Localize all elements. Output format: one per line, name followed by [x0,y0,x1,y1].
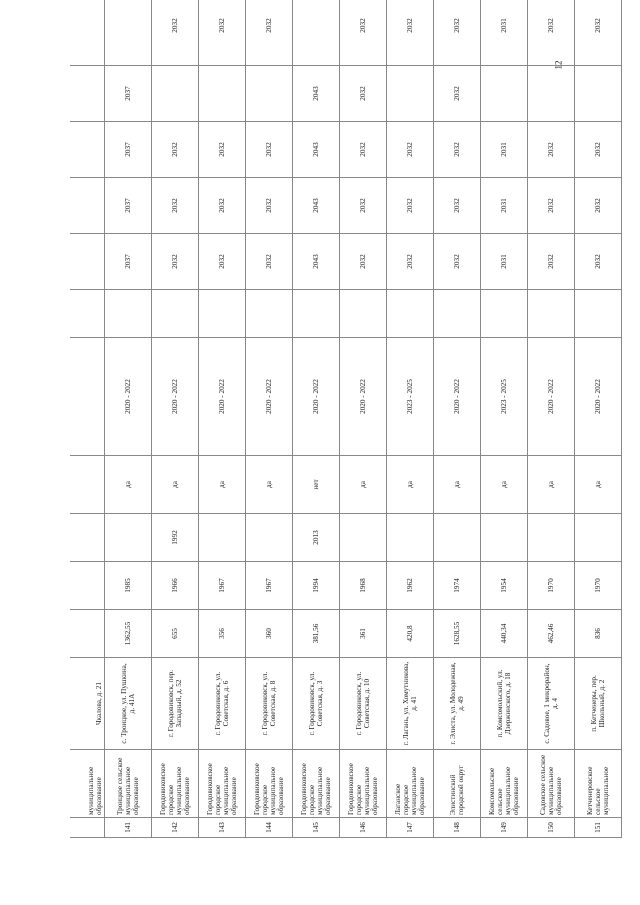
cell-municipality: Комсомольское сельское муниципальное образование [481,750,528,818]
cell-year-5 [105,0,152,66]
cell-area: 420,8 [387,610,434,658]
cell-address: г. Городовиковск, ул. Советская, д. 3 [293,658,340,750]
cell-year-1: 2032 [387,234,434,290]
cell-period: 2020 - 2022 [575,338,622,456]
cell-year-1: 2032 [434,234,481,290]
cell-year-renov: 1992 [152,514,199,562]
cell-year-2: 2032 [528,178,575,234]
cell-year-4: 2037 [105,66,152,122]
cell-no [70,818,105,838]
cell-municipality: Городовиковское городское муниципальное образование [152,750,199,818]
cell-year-3: 2037 [105,122,152,178]
cell-year-3: 2031 [481,122,528,178]
cell-municipality: Городовиковское городское муниципальное образование [246,750,293,818]
cell-year-2: 2032 [575,178,622,234]
cell-year-3: 2032 [434,122,481,178]
cell-flag: да [340,456,387,514]
cell-no: 146 [340,818,387,838]
cell-year-4 [481,66,528,122]
cell-year-4: 2043 [293,66,340,122]
cell-period: 2020 - 2022 [199,338,246,456]
cell-area: 381,56 [293,610,340,658]
cell-year-renov [434,514,481,562]
cell-municipality: Элистинский городской округ [434,750,481,818]
cell-extra [70,290,105,338]
cell-year-3: 2032 [387,122,434,178]
cell-year-1: 2037 [105,234,152,290]
cell-address: п. Кетченеры, пер. Школьный, д. 2 [575,658,622,750]
cell-year-3: 2032 [340,122,387,178]
cell-year-renov [70,514,105,562]
cell-year-renov [575,514,622,562]
cell-municipality: Городовиковское городское муниципальное образование [293,750,340,818]
cell-year-5: 2032 [387,0,434,66]
cell-extra [387,290,434,338]
cell-municipality: Садовское сельское муниципальное образование [528,750,575,818]
cell-period: 2020 - 2022 [105,338,152,456]
cell-extra [528,290,575,338]
cell-no: 149 [481,818,528,838]
cell-address: с. Троицкое, ул. Пушкина, д. 41А [105,658,152,750]
rotated-table-container [70,18,611,838]
cell-period: 2020 - 2022 [528,338,575,456]
cell-year-built: 1974 [434,562,481,610]
cell-year-3: 2032 [575,122,622,178]
cell-address: п. Комсомольский, ул. Дзержинского, д. 18 [481,658,528,750]
cell-year-built: 1967 [199,562,246,610]
cell-area: 356 [199,610,246,658]
cell-year-5: 2032 [152,0,199,66]
cell-year-4 [152,66,199,122]
cell-year-built: 1962 [387,562,434,610]
table-row [575,0,622,838]
cell-extra [293,290,340,338]
cell-year-renov [199,514,246,562]
cell-flag [70,456,105,514]
cell-year-4 [70,66,105,122]
cell-year-4 [387,66,434,122]
cell-year-built: 1967 [246,562,293,610]
cell-year-built: 1966 [152,562,199,610]
cell-year-5 [293,0,340,66]
cell-area: 360 [246,610,293,658]
cell-year-2: 2032 [199,178,246,234]
cell-no: 145 [293,818,340,838]
cell-flag: нет [293,456,340,514]
cell-flag: да [105,456,152,514]
cell-area: 655 [152,610,199,658]
cell-municipality: муниципальное образование [70,750,105,818]
cell-year-3: 2032 [528,122,575,178]
cell-year-3: 2032 [152,122,199,178]
cell-extra [152,290,199,338]
cell-area [70,610,105,658]
cell-period: 2020 - 2022 [340,338,387,456]
cell-year-built: 1985 [105,562,152,610]
cell-period: 2020 - 2022 [246,338,293,456]
cell-year-4 [199,66,246,122]
cell-no: 147 [387,818,434,838]
cell-period: 2023 - 2025 [481,338,528,456]
cell-year-4: 2032 [340,66,387,122]
cell-area: 440,34 [481,610,528,658]
cell-address: г. Городовиковск, ул. Советская, д. 10 [340,658,387,750]
cell-no: 151 [575,818,622,838]
cell-year-built: 1970 [528,562,575,610]
cell-year-2: 2032 [246,178,293,234]
cell-year-1: 2032 [340,234,387,290]
cell-year-5: 2032 [199,0,246,66]
cell-address: Чкалова, д. 21 [70,658,105,750]
table-row [246,0,293,838]
cell-year-3 [70,122,105,178]
cell-year-2: 2032 [434,178,481,234]
cell-year-5: 2032 [528,0,575,66]
page-number: 12 [553,60,564,70]
cell-period: 2020 - 2022 [152,338,199,456]
cell-year-5: 2032 [434,0,481,66]
cell-extra [575,290,622,338]
cell-period: 2020 - 2022 [434,338,481,456]
cell-flag: да [199,456,246,514]
cell-extra [246,290,293,338]
cell-year-renov [340,514,387,562]
cell-year-1: 2032 [528,234,575,290]
cell-year-built: 1954 [481,562,528,610]
cell-year-2: 2032 [152,178,199,234]
cell-address: г. Городовиковск, ул. Советская, д. 8 [246,658,293,750]
cell-year-built: 1970 [575,562,622,610]
cell-address: г. Городовиковск, ул. Советская, д. 6 [199,658,246,750]
cell-period: 2023 - 2025 [387,338,434,456]
cell-year-built: 1968 [340,562,387,610]
cell-year-2: 2032 [340,178,387,234]
cell-municipality: Городовиковское городское муниципальное образование [199,750,246,818]
cell-year-1: 2043 [293,234,340,290]
cell-year-renov [105,514,152,562]
cell-area: 462,46 [528,610,575,658]
cell-flag: да [434,456,481,514]
cell-no: 148 [434,818,481,838]
cell-area: 1362,55 [105,610,152,658]
cell-year-2: 2031 [481,178,528,234]
cell-extra [481,290,528,338]
cell-extra [105,290,152,338]
cell-year-2: 2032 [387,178,434,234]
cell-no: 142 [152,818,199,838]
cell-flag: да [528,456,575,514]
cell-year-2 [70,178,105,234]
cell-year-renov: 2013 [293,514,340,562]
cell-year-renov [528,514,575,562]
cell-year-4: 2032 [434,66,481,122]
cell-municipality: Лаганское городское муниципальное образование [387,750,434,818]
cell-year-4 [575,66,622,122]
cell-area: 361 [340,610,387,658]
cell-year-3: 2032 [199,122,246,178]
table-row [152,0,199,838]
cell-municipality: Городовиковское городское муниципальное образование [340,750,387,818]
cell-year-1: 2031 [481,234,528,290]
cell-year-1 [70,234,105,290]
cell-municipality: Кетченеровское сельское муниципальное [575,750,622,818]
cell-year-5: 2032 [575,0,622,66]
table-row [199,0,246,838]
cell-address: г. Лагань, ул. Хомутникова, д. 41 [387,658,434,750]
cell-year-5: 2031 [481,0,528,66]
table-row [105,0,152,838]
cell-area: 836 [575,610,622,658]
cell-year-3: 2032 [246,122,293,178]
table-row [481,0,528,838]
cell-year-1: 2032 [152,234,199,290]
cell-year-3: 2043 [293,122,340,178]
cell-year-1: 2032 [246,234,293,290]
cell-flag: да [575,456,622,514]
cell-extra [340,290,387,338]
table-body [70,0,622,838]
cell-year-5: 2032 [246,0,293,66]
cell-year-1: 2032 [575,234,622,290]
cell-year-1: 2032 [199,234,246,290]
cell-municipality: Троицкое сельское муниципальное образование [105,750,152,818]
cell-address: с. Садовое, 1 микрорайон, д. 4 [528,658,575,750]
housing-register-table [70,0,622,838]
cell-year-4 [246,66,293,122]
cell-flag: да [387,456,434,514]
cell-year-renov [481,514,528,562]
cell-period: 2020 - 2022 [293,338,340,456]
table-row [434,0,481,838]
cell-year-built [70,562,105,610]
cell-extra [434,290,481,338]
cell-no: 144 [246,818,293,838]
cell-year-5: 2032 [340,0,387,66]
table-row-partial [70,0,105,838]
table-row [528,0,575,838]
table-row [387,0,434,838]
table-row [340,0,387,838]
cell-address: г. Элиста, ул. Молодежная, д. 49 [434,658,481,750]
cell-year-5 [70,0,105,66]
cell-flag: да [481,456,528,514]
cell-year-2: 2043 [293,178,340,234]
cell-flag: да [246,456,293,514]
table-row [293,0,340,838]
cell-year-renov [387,514,434,562]
cell-year-renov [246,514,293,562]
cell-year-4 [528,66,575,122]
cell-year-built: 1994 [293,562,340,610]
cell-flag: да [152,456,199,514]
cell-period [70,338,105,456]
cell-area: 1628,55 [434,610,481,658]
cell-extra [199,290,246,338]
cell-year-2: 2037 [105,178,152,234]
cell-no: 141 [105,818,152,838]
cell-no: 150 [528,818,575,838]
cell-no: 143 [199,818,246,838]
cell-address: г. Городовиковск, пер. Западный, д. 52 [152,658,199,750]
